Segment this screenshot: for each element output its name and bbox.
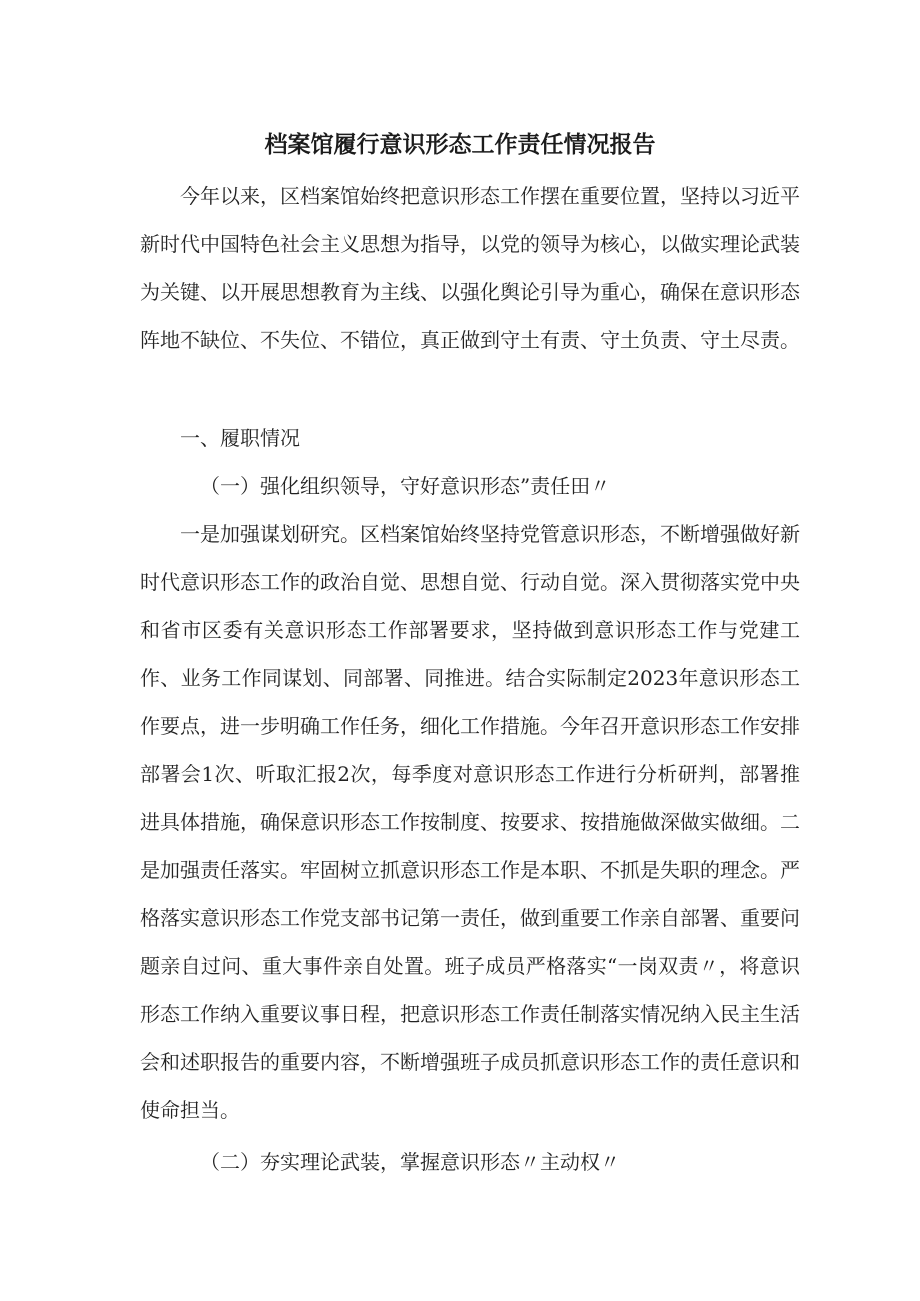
subsection-body-organization: 一是加强谋划研究。区档案馆始终坚持党管意识形态，不断增强做好新时代意识形态工作的政治自觉、思想自觉、行动自觉。深入贯彻落实党中央和省市区委有关意识形态工作部署要求，坚持做到意识形态工作与党建工作、业务工作同谋划、同部署、同推进。结合实际制定2023年意识形态工作要点，进一步明确工作任务，细化工作措施。今年召开意识形态工作安排部署会1次、听取汇报2次，每季度对意识形态工作进行分析研判，部署推进具体措施，确保意识形态工作按制度、按要求、按措施做深做实做细。二是加强责任落实。牢固树立抓意识形态工作是本职、不抓是失职的理念。严格落实意识形态工作党支部书记第一责任，做到重要工作亲自部署、重要问题亲自过问、重大事件亲自处置。班子成员严格落实“一岗双责〃，将意识形态工作纳入重要议事日程，把意识形态工作责任制落实情况纳入民主生活会和述职报告的重要内容，不断增强班子成员抓意识形态工作的责任意识和使命担当。 [140,522,800,1122]
section-heading-performance: 一、履职情况 [180,426,300,450]
intro-paragraph: 今年以来，区档案馆始终把意识形态工作摆在重要位置，坚持以习近平新时代中国特色社会主义思想为指导，以党的领导为核心，以做实理论武装为关键、以开展思想教育为主线、以强化舆论引导为重心，确保在意识形态阵地不缺位、不失位、不错位，真正做到守土有责、守土负责、守土尽责。 [140,184,800,352]
subsection-heading-organization: （一）强化组织领导，守好意识形态”责任田〃 [200,474,611,498]
document-title: 档案馆履行意识形态工作责任情况报告 [264,132,656,158]
subsection-heading-theory: （二）夯实理论武装，掌握意识形态〃主动权〃 [200,1150,620,1174]
